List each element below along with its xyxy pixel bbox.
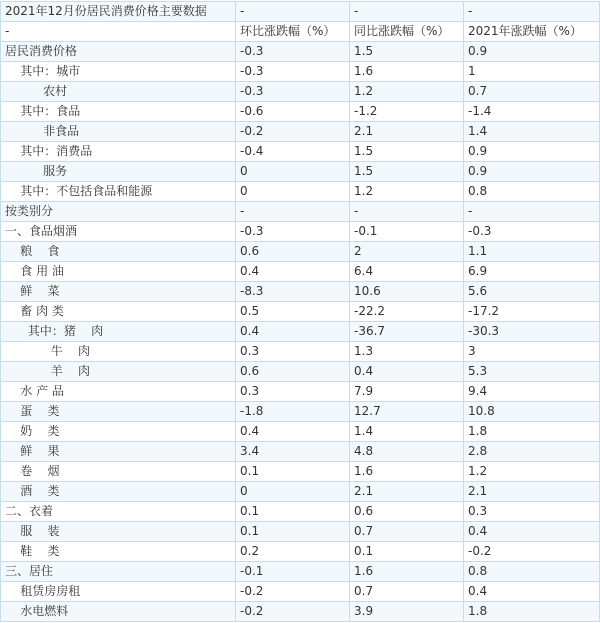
mom-change-cell: 0.4 [236,422,350,442]
table-row [1,482,600,502]
table-row [1,222,600,242]
item-label-cell: 水电燃料 [1,602,236,622]
item-label-cell: 鞋 类 [1,542,236,562]
mom-change-cell: 0.4 [236,322,350,342]
annual-change-cell: 1.4 [464,122,600,142]
yoy-change-cell: 12.7 [350,402,464,422]
table-row [1,542,600,562]
annual-change-cell: 0.3 [464,502,600,522]
table-row [1,302,600,322]
item-label-cell: 羊 肉 [1,362,236,382]
mom-change-cell: 0.3 [236,342,350,362]
yoy-change-cell: 4.8 [350,442,464,462]
annual-change-cell: 0.9 [464,42,600,62]
table-row [1,462,600,482]
yoy-change-cell: 1.6 [350,462,464,482]
annual-change-cell: 1.2 [464,462,600,482]
yoy-change-cell: 2.1 [350,122,464,142]
annual-change-cell: 0.4 [464,582,600,602]
mom-change-cell: -0.3 [236,62,350,82]
title-filler-cell: - [350,2,464,22]
table-title-row [1,2,600,22]
annual-change-cell: 6.9 [464,262,600,282]
mom-change-cell: 0.1 [236,462,350,482]
item-label-cell: 服务 [1,162,236,182]
item-label-cell: 其中：食品 [1,102,236,122]
table-row [1,142,600,162]
mom-change-cell: -0.1 [236,562,350,582]
table-row [1,362,600,382]
table-row [1,102,600,122]
table-row [1,242,600,262]
yoy-change-cell: 1.3 [350,342,464,362]
table-row [1,382,600,402]
item-label-cell: 水 产 品 [1,382,236,402]
yoy-change-cell: 1.5 [350,142,464,162]
annual-change-cell: 0.8 [464,562,600,582]
yoy-change-cell: 0.7 [350,582,464,602]
annual-change-cell: 9.4 [464,382,600,402]
table-row [1,582,600,602]
mom-change-cell: 0.1 [236,522,350,542]
mom-change-cell: 0 [236,482,350,502]
annual-change-cell: 2.1 [464,482,600,502]
annual-change-cell: 1.8 [464,422,600,442]
table-row [1,602,600,622]
annual-change-cell: -17.2 [464,302,600,322]
table-row [1,182,600,202]
annual-change-cell: -0.3 [464,222,600,242]
yoy-change-cell: 2 [350,242,464,262]
mom-change-cell: -0.2 [236,122,350,142]
annual-change-cell: 5.3 [464,362,600,382]
yoy-change-cell: 1.6 [350,62,464,82]
mom-change-cell: 0.3 [236,382,350,402]
item-label-cell: 奶 类 [1,422,236,442]
mom-change-cell: -1.8 [236,402,350,422]
yoy-change-cell: - [350,202,464,222]
yoy-change-cell: -1.2 [350,102,464,122]
yoy-change-cell: 0.1 [350,542,464,562]
item-label-cell: 粮 食 [1,242,236,262]
item-label-cell: 服 装 [1,522,236,542]
yoy-change-cell: 6.4 [350,262,464,282]
table-row [1,202,600,222]
mom-change-cell: -0.2 [236,602,350,622]
mom-change-cell: 0.1 [236,502,350,522]
annual-change-cell: 0.9 [464,162,600,182]
yoy-change-cell: -22.2 [350,302,464,322]
annual-change-cell: 0.7 [464,82,600,102]
yoy-change-cell: 10.6 [350,282,464,302]
mom-change-cell: 0.4 [236,262,350,282]
annual-change-cell: 0.8 [464,182,600,202]
yoy-change-cell: 1.6 [350,562,464,582]
table-row [1,162,600,182]
item-label-cell: 鲜 果 [1,442,236,462]
table-row [1,422,600,442]
annual-change-cell: 0.9 [464,142,600,162]
item-label-cell: 其中：消费品 [1,142,236,162]
mom-change-cell: -0.3 [236,82,350,102]
yoy-change-cell: 1.5 [350,162,464,182]
mom-change-cell: -8.3 [236,282,350,302]
title-filler-cell: - [236,2,350,22]
mom-change-cell: 0 [236,182,350,202]
yoy-change-cell: 1.5 [350,42,464,62]
annual-change-cell: 3 [464,342,600,362]
table-row [1,562,600,582]
annual-change-cell: 5.6 [464,282,600,302]
annual-change-cell: 10.8 [464,402,600,422]
annual-change-cell: - [464,202,600,222]
yoy-change-cell: 7.9 [350,382,464,402]
item-label-cell: 食 用 油 [1,262,236,282]
item-label-cell: 鲜 菜 [1,282,236,302]
table-header-row [1,22,600,42]
item-label-cell: 按类别分 [1,202,236,222]
mom-change-cell: -0.2 [236,582,350,602]
mom-change-cell: 0.5 [236,302,350,322]
table-row [1,262,600,282]
annual-change-cell: 0.4 [464,522,600,542]
header-yoy-change: 同比涨跌幅（%） [350,22,464,42]
yoy-change-cell: 1.2 [350,182,464,202]
yoy-change-cell: 1.2 [350,82,464,102]
table-row [1,122,600,142]
item-label-cell: 牛 肉 [1,342,236,362]
table-row [1,342,600,362]
table-row [1,402,600,422]
mom-change-cell: -0.6 [236,102,350,122]
yoy-change-cell: -36.7 [350,322,464,342]
title-filler-cell: - [464,2,600,22]
header-item-column: - [1,22,236,42]
annual-change-cell: -30.3 [464,322,600,342]
annual-change-cell: -0.2 [464,542,600,562]
mom-change-cell: -0.3 [236,222,350,242]
item-label-cell: 卷 烟 [1,462,236,482]
table-row [1,322,600,342]
table-row [1,62,600,82]
mom-change-cell: 0 [236,162,350,182]
item-label-cell: 三、居住 [1,562,236,582]
item-label-cell: 非食品 [1,122,236,142]
table-row [1,282,600,302]
annual-change-cell: -1.4 [464,102,600,122]
mom-change-cell: 0.6 [236,362,350,382]
item-label-cell: 蛋 类 [1,402,236,422]
annual-change-cell: 1.1 [464,242,600,262]
yoy-change-cell: 2.1 [350,482,464,502]
yoy-change-cell: 3.9 [350,602,464,622]
mom-change-cell: -0.3 [236,42,350,62]
mom-change-cell: 3.4 [236,442,350,462]
mom-change-cell: 0.6 [236,242,350,262]
item-label-cell: 居民消费价格 [1,42,236,62]
annual-change-cell: 1.8 [464,602,600,622]
cpi-table-body [1,2,600,622]
mom-change-cell: 0.2 [236,542,350,562]
table-row [1,42,600,62]
cpi-data-table [0,1,600,622]
yoy-change-cell: 0.4 [350,362,464,382]
yoy-change-cell: 0.7 [350,522,464,542]
item-label-cell: 一、食品烟酒 [1,222,236,242]
item-label-cell: 其中：不包括食品和能源 [1,182,236,202]
table-title: 2021年12月份居民消费价格主要数据 [1,2,236,22]
annual-change-cell: 2.8 [464,442,600,462]
table-row [1,82,600,102]
item-label-cell: 酒 类 [1,482,236,502]
table-row [1,442,600,462]
table-row [1,522,600,542]
yoy-change-cell: 1.4 [350,422,464,442]
header-annual-change: 2021年涨跌幅（%） [464,22,600,42]
item-label-cell: 租赁房房租 [1,582,236,602]
yoy-change-cell: -0.1 [350,222,464,242]
item-label-cell: 农村 [1,82,236,102]
item-label-cell: 其中：猪 肉 [1,322,236,342]
header-mom-change: 环比涨跌幅（%） [236,22,350,42]
item-label-cell: 畜 肉 类 [1,302,236,322]
table-row [1,502,600,522]
item-label-cell: 二、衣着 [1,502,236,522]
item-label-cell: 其中：城市 [1,62,236,82]
mom-change-cell: - [236,202,350,222]
mom-change-cell: -0.4 [236,142,350,162]
yoy-change-cell: 0.6 [350,502,464,522]
annual-change-cell: 1 [464,62,600,82]
